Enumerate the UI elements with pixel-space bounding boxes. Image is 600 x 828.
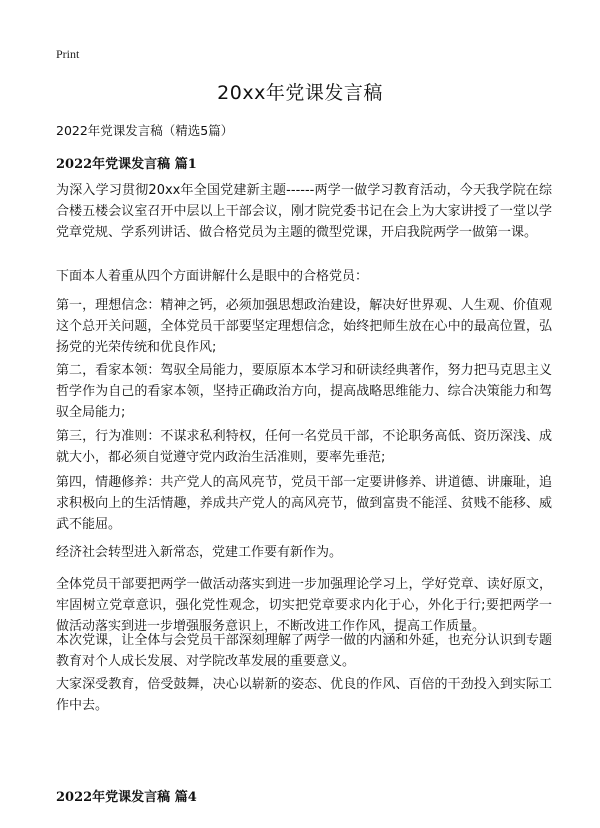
paragraph: 下面本人着重从四个方面讲解什么是眼中的合格党员：	[56, 269, 369, 284]
print-link[interactable]: Print	[56, 47, 80, 61]
paragraph: 第四，情趣修养：共产党人的高风亮节，党员干部一定要讲修养、讲道德、讲廉耻，追求积极向上的生活情趣，养成共产党人的高风亮节，做到富贵不能淫、贫贱不能移、威武不能屈。	[56, 475, 552, 532]
paragraph: 大家深受教育，倍受鼓舞，决心以崭新的姿态、优良的作风、百倍的干劲投入到实际工作中去。	[56, 677, 552, 713]
section-heading-4: 2022年党课发言稿 篇4	[56, 790, 197, 805]
paragraph: 第一，理想信念：精神之钙，必须加强思想政治建设，解决好世界观、人生观、价值观这个总开关问题，全体党员干部要坚定理想信念，始终把师生放在心中的最高位置，弘扬党的光荣传统和优良作风;	[56, 298, 552, 355]
paragraph: 第三，行为准则：不谋求私利特权，任何一名党员干部，不论职务高低、资历深浅、成就大小，都必须自觉遵守党内政治生活准则，要率先垂范;	[56, 429, 552, 465]
paragraph: 全体党员干部要把两学一做活动落实到进一步加强理论学习上，学好党章、读好原文，牢固树立党章意识，强化党性观念，切实把党章要求内化于心，外化于行;要把两学一做活动落实到进一步增强服务意识上，不断改进工作作风，提高工作质量。	[56, 577, 552, 634]
paragraph: 为深入学习贯彻20xx年全国党建新主题------两学一做学习教育活动，今天我学院在综合楼五楼会议室召开中层以上干部会议，刚才院党委书记在会上为大家讲授了一堂以学党章党规、学系列讲话、做合格党员为主题的微型党课，开启我院两学一做第一课。	[56, 183, 552, 240]
paragraph: 第二，看家本领：驾驭全局能力，要原原本本学习和研读经典著作，努力把马克思主义哲学作为自己的看家本领，坚持正确政治方向，提高战略思维能力、综合决策能力和驾驭全局能力;	[56, 363, 552, 420]
paragraph: 本次党课，让全体与会党员干部深刻理解了两学一做的内涵和外延，也充分认识到专题教育对个人成长发展、对学院改革发展的重要意义。	[56, 633, 552, 669]
document-title: 20xx年党课发言稿	[217, 82, 383, 104]
paragraph: 经济社会转型进入新常态，党建工作要有新作为。	[56, 545, 343, 560]
document-subtitle: 2022年党课发言稿（精选5篇）	[56, 123, 234, 138]
section-heading-1: 2022年党课发言稿 篇1	[56, 157, 197, 172]
